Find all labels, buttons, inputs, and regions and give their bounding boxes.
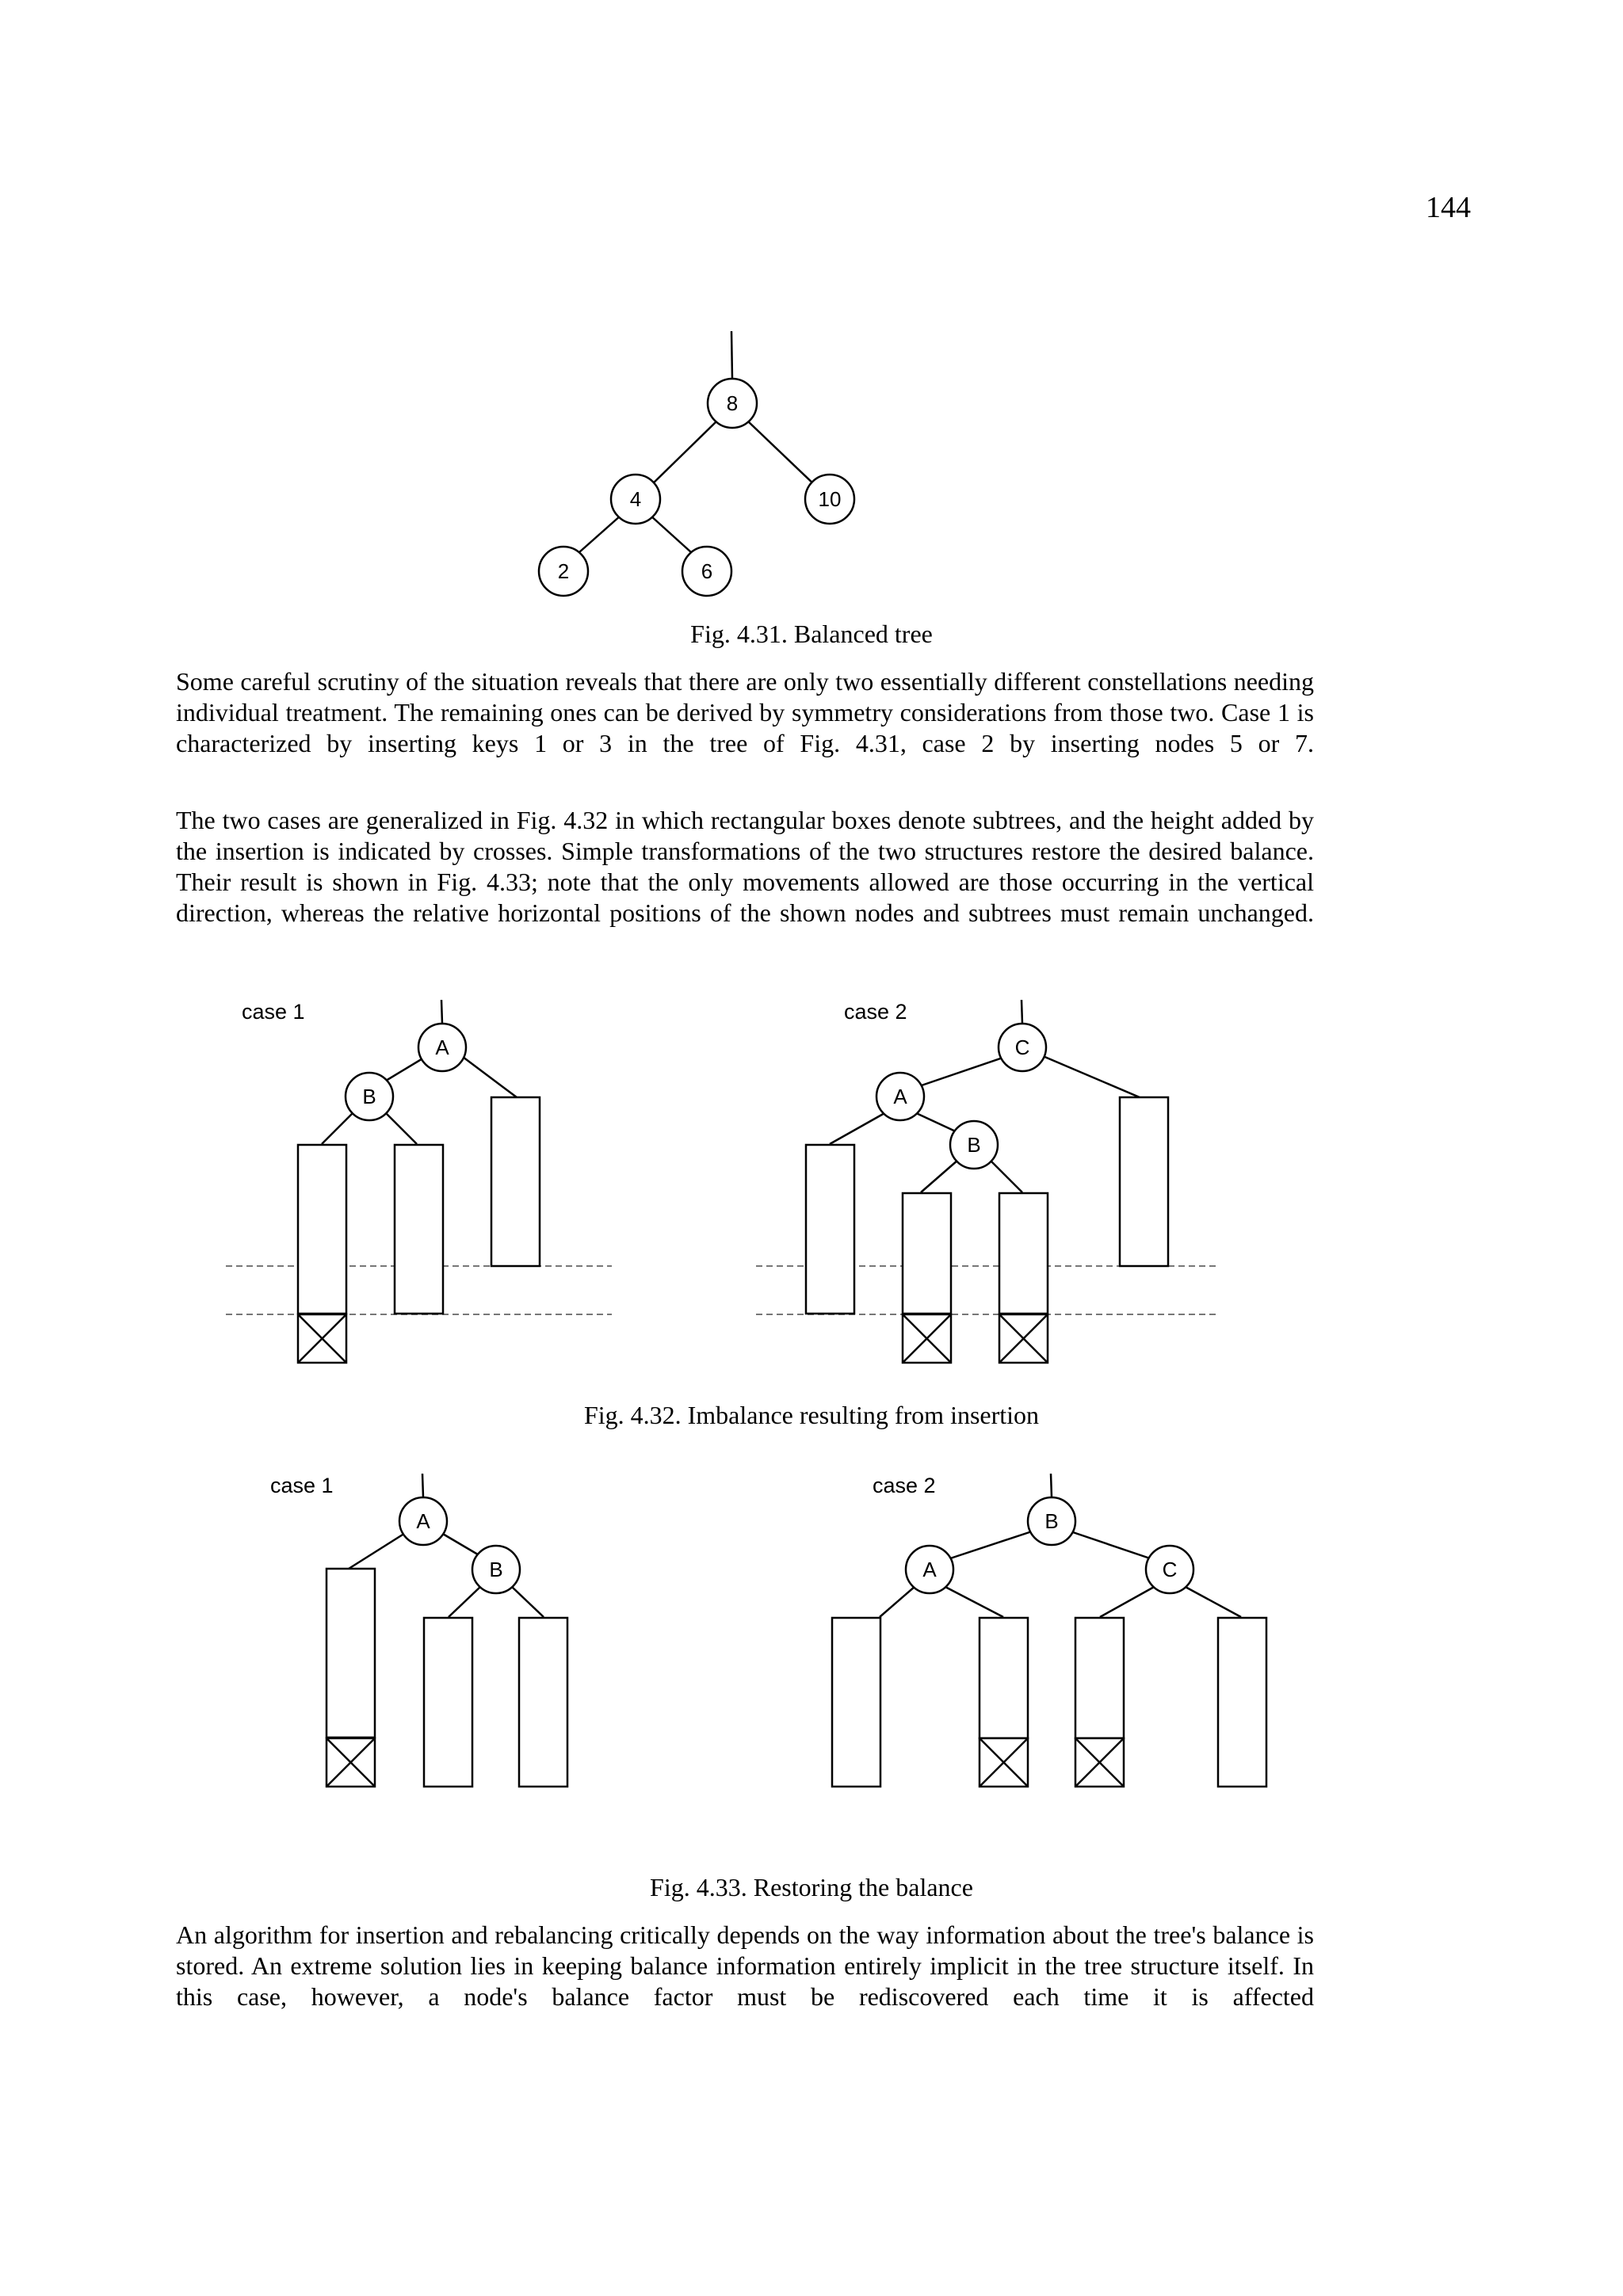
subtree-box (1075, 1618, 1124, 1738)
node-label: 10 (818, 487, 842, 511)
edge-b-a (943, 1530, 1037, 1561)
tree-node-6 (682, 547, 731, 596)
root-edge (731, 331, 732, 379)
edge-b-c (1066, 1530, 1157, 1561)
node-label: B (967, 1133, 981, 1157)
edge-b-subtree-right (990, 1160, 1022, 1192)
insertion-cross-box (298, 1314, 346, 1363)
node-label: B (489, 1558, 503, 1581)
page-number: 144 (1426, 191, 1471, 224)
subtree-box (980, 1618, 1028, 1738)
fig-4-31-diagram (0, 0, 1623, 618)
tree-node-c (999, 1024, 1046, 1071)
case-label: case 2 (873, 1474, 936, 1497)
subtree-box (1218, 1618, 1266, 1787)
paragraph-2: The two cases are generalized in Fig. 4.32 in which rectangular boxes denote subtrees, and the height added by the insertion is indicated by crosses. Simple transformations of the two structures restore the desired balance. Their result is shown in Fig. 4.33; note that the only movements allowed are those occurring in the vertical direction, whereas the relative horizontal positions of the shown nodes and subtrees must remain unchanged. (176, 806, 1314, 927)
subtree-box (903, 1193, 951, 1314)
fig-4-32-caption: Fig. 4.32. Imbalance resulting from insertion (583, 1401, 1040, 1429)
edge-8-4 (650, 420, 718, 486)
edge-c-subtree (1043, 1056, 1140, 1097)
node-label: C (1162, 1558, 1178, 1581)
insertion-cross-box (903, 1314, 951, 1363)
subtree-box (806, 1145, 854, 1314)
insertion-cross-box (1075, 1738, 1124, 1787)
tree-node-b (472, 1546, 520, 1593)
node-label: A (922, 1558, 937, 1581)
edge-a-b (437, 1531, 482, 1557)
node-label: B (1044, 1509, 1059, 1533)
edge-a-subtree (830, 1112, 886, 1144)
fig-4-33-case-1 (270, 1474, 567, 1787)
tree-node-a (418, 1024, 466, 1071)
fig-4-33-case-2 (832, 1474, 1266, 1787)
tree-node-b (346, 1073, 393, 1120)
fig-4-33-diagram (0, 1458, 1623, 1806)
insertion-cross-box (999, 1314, 1048, 1363)
edge-b-subtree-right (511, 1586, 544, 1617)
tree-node-c (1146, 1546, 1193, 1593)
node-label: 6 (701, 559, 713, 583)
subtree-box (424, 1618, 472, 1787)
tree-node-2 (539, 547, 588, 596)
tree-node-a (876, 1073, 924, 1120)
fig-4-33-caption: Fig. 4.33. Restoring the balance (650, 1873, 973, 1901)
subtree-box (1120, 1097, 1168, 1266)
fig-4-32-case-1 (226, 1000, 612, 1363)
tree-node-4 (611, 475, 660, 524)
node-label: A (893, 1085, 907, 1108)
node-label: C (1014, 1035, 1030, 1059)
edge-a-b (915, 1112, 959, 1133)
case-label: case 1 (270, 1474, 334, 1497)
edge-a-subtree-left (880, 1586, 915, 1617)
edge-b-subtree-right (385, 1112, 417, 1144)
case-label: case 1 (242, 1000, 305, 1024)
node-label: 4 (629, 487, 642, 511)
paragraph-1: Some careful scrutiny of the situation reveals that there are only two essentially different constellations needing individual treatment. The remaining ones can be derived by symmetry considerations from those two. Case 1 is characterized by inserting keys 1 or 3 in the tree of Fig. 4.31, case 2 by inserting nodes 5 or 7. (176, 667, 1314, 757)
root-edge (422, 1474, 423, 1497)
edge-8-10 (747, 420, 816, 486)
edge-a-subtree (349, 1531, 409, 1569)
node-label: A (435, 1035, 449, 1059)
edge-c-subtree-right (1184, 1586, 1241, 1617)
insertion-cross-box (980, 1738, 1028, 1787)
edge-b-subtree-left (322, 1112, 353, 1144)
root-edge (1051, 1474, 1052, 1497)
insertion-cross-box (327, 1738, 375, 1787)
edge-a-subtree (463, 1057, 517, 1097)
subtree-box (999, 1193, 1048, 1314)
case-label: case 2 (844, 1000, 907, 1024)
paragraph-3: An algorithm for insertion and rebalancing critically depends on the way information about the tree's balance is stored. An extreme solution lies in keeping balance information entirely implicit in the tree structure itself. In this case, however, a node's balance factor must be rediscovered each time it is affected (176, 1920, 1314, 2011)
node-label: B (362, 1085, 376, 1108)
edge-c-a (915, 1056, 1007, 1088)
edge-b-subtree-left (921, 1160, 958, 1192)
tree-node-b (950, 1121, 998, 1169)
fig-4-31-caption: Fig. 4.31. Balanced tree (690, 620, 933, 648)
edge-4-2 (579, 515, 621, 552)
fig-4-32-case-2 (756, 1000, 1216, 1363)
node-label: 8 (726, 391, 739, 415)
edge-b-subtree-left (449, 1586, 481, 1617)
tree-node-10 (805, 475, 854, 524)
tree-node-a (399, 1497, 447, 1545)
node-label: 2 (557, 559, 570, 583)
subtree-box (395, 1145, 443, 1314)
subtree-box (832, 1618, 880, 1787)
edge-4-6 (650, 515, 691, 552)
tree-node-b (1028, 1497, 1075, 1545)
subtree-box (491, 1097, 540, 1266)
edge-c-subtree-left (1100, 1586, 1155, 1617)
fig-4-32-diagram (0, 982, 1623, 1379)
tree-node-a (906, 1546, 953, 1593)
edge-a-subtree-right (944, 1586, 1003, 1617)
root-edge (441, 1000, 442, 1024)
subtree-box (298, 1145, 346, 1314)
tree-node-8 (708, 379, 757, 428)
subtree-box (327, 1569, 375, 1737)
node-label: A (416, 1509, 430, 1533)
subtree-box (519, 1618, 567, 1787)
